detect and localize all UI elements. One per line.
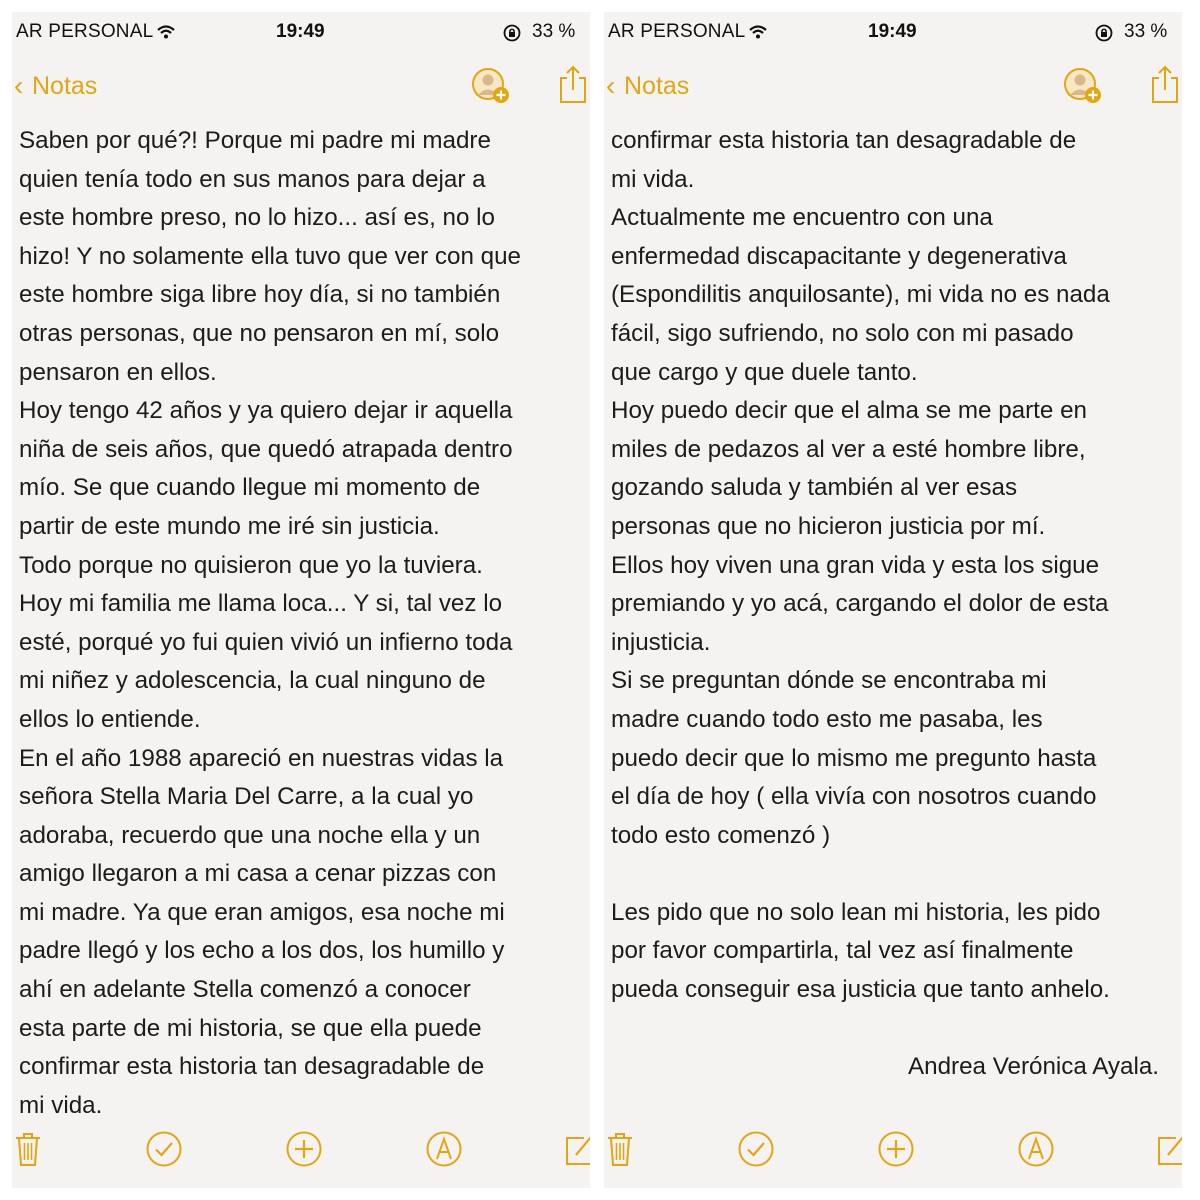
note-line: Actualmente me encuentro con una bbox=[611, 204, 993, 232]
note-line: Andrea Verónica Ayala. bbox=[907, 1053, 1159, 1081]
status-time: 19:49 bbox=[276, 21, 325, 42]
note-line: adoraba, recuerdo que una noche ella y un bbox=[19, 821, 481, 849]
chevron-left-icon[interactable]: ‹ bbox=[606, 70, 616, 101]
note-line: todo esto comenzó ) bbox=[611, 821, 831, 849]
note-line: Si se preguntan dónde se encontraba mi bbox=[611, 667, 1047, 695]
status-bar bbox=[12, 12, 590, 52]
note-line: amigo llegaron a mi casa a cenar pizzas con bbox=[19, 860, 497, 888]
markup-icon[interactable] bbox=[425, 1130, 463, 1173]
note-line bbox=[611, 855, 1177, 894]
status-time: 19:49 bbox=[868, 21, 917, 42]
back-button-notas[interactable]: Notas bbox=[624, 72, 690, 100]
share-icon[interactable] bbox=[558, 64, 588, 109]
note-line: miles de pedazos al ver a esté hombre libre, bbox=[611, 435, 1086, 463]
note-line: ahí en adelante Stella comenzó a conocer bbox=[19, 976, 471, 1004]
note-line: En el año 1988 apareció en nuestras vidas la bbox=[19, 744, 504, 772]
note-line: hizo! Y no solamente ella tuvo que ver con que bbox=[19, 242, 522, 270]
note-line: mi vida. bbox=[611, 165, 695, 193]
chevron-left-icon[interactable]: ‹ bbox=[14, 70, 24, 101]
note-line: confirmar esta historia tan desagradable de bbox=[611, 127, 1077, 154]
note-line: mío. Se que cuando llegue mi momento de bbox=[19, 474, 481, 502]
add-icon[interactable] bbox=[285, 1130, 323, 1173]
add-person-icon[interactable] bbox=[470, 66, 512, 111]
note-line: mi niñez y adolescencia, la cual ninguno de bbox=[19, 667, 486, 695]
trash-icon[interactable] bbox=[606, 1130, 634, 1173]
note-line: padre llegó y los echo a los dos, los humillo y bbox=[19, 937, 505, 965]
note-line: madre cuando todo esto me pasaba, les bbox=[611, 705, 1043, 733]
wifi-icon bbox=[156, 24, 176, 46]
note-line: otras personas, que no pensaron en mí, solo bbox=[19, 319, 500, 347]
wifi-icon bbox=[748, 24, 768, 46]
note-line: el día de hoy ( ella vivía con nosotros cuando bbox=[611, 783, 1097, 811]
orientation-lock-icon bbox=[1094, 23, 1114, 49]
note-line: quien tenía todo en sus manos para dejar a bbox=[19, 165, 486, 193]
note-line: niña de seis años, que quedó atrapada dentro bbox=[19, 435, 513, 463]
note-line: gozando saluda y también al ver esas bbox=[611, 474, 1018, 502]
note-line: Hoy tengo 42 años y ya quiero dejar ir aquella bbox=[19, 397, 513, 425]
bottom-toolbar bbox=[12, 1122, 590, 1182]
bottom-toolbar bbox=[604, 1122, 1182, 1182]
share-icon[interactable] bbox=[1150, 64, 1180, 109]
note-line: personas que no hicieron justicia por mí. bbox=[611, 512, 1046, 540]
note-line: (Espondilitis anquilosante), mi vida no es nada bbox=[611, 281, 1110, 309]
note-line: pensaron en ellos. bbox=[19, 358, 217, 386]
note-line: este hombre preso, no lo hizo... así es, no lo bbox=[19, 204, 495, 232]
trash-icon[interactable] bbox=[14, 1130, 42, 1173]
note-line bbox=[611, 1010, 1177, 1049]
add-icon[interactable] bbox=[877, 1130, 915, 1173]
note-line: Todo porque no quisieron que yo la tuviera. bbox=[19, 551, 483, 579]
note-line: confirmar esta historia tan desagradable de bbox=[19, 1053, 485, 1081]
note-line: por favor compartirla, tal vez así finalmente bbox=[611, 937, 1074, 965]
compose-icon[interactable] bbox=[1156, 1130, 1182, 1173]
note-body[interactable] bbox=[611, 122, 1177, 1087]
note-line: Hoy mi familia me llama loca... Y si, tal vez lo bbox=[19, 590, 503, 618]
add-person-icon[interactable] bbox=[1062, 66, 1104, 111]
checklist-icon[interactable] bbox=[737, 1130, 775, 1173]
note-line: premiando y yo acá, cargando el dolor de esta bbox=[611, 590, 1109, 618]
nav-bar bbox=[604, 62, 1182, 116]
note-line: Ellos hoy viven una gran vida y esta los sigue bbox=[611, 551, 1100, 579]
note-line: Les pido que no solo lean mi historia, les pido bbox=[611, 898, 1101, 926]
notes-screen-right bbox=[604, 12, 1182, 1188]
carrier-name: AR PERSONAL bbox=[608, 21, 746, 42]
checklist-icon[interactable] bbox=[145, 1130, 183, 1173]
note-line: fácil, sigo sufriendo, no solo con mi pasado bbox=[611, 319, 1074, 347]
orientation-lock-icon bbox=[502, 23, 522, 49]
note-line: señora Stella Maria Del Carre, a la cual yo bbox=[19, 783, 474, 811]
note-line: mi vida. bbox=[19, 1091, 103, 1119]
status-bar bbox=[604, 12, 1182, 52]
note-line: injusticia. bbox=[611, 628, 711, 656]
notes-screen-left bbox=[12, 12, 590, 1188]
note-line: partir de este mundo me iré sin justicia. bbox=[19, 512, 440, 540]
note-line: esta parte de mi historia, se que ella puede bbox=[19, 1014, 482, 1042]
battery-percent: 33 % bbox=[1124, 21, 1168, 42]
note-line: Saben por qué?! Porque mi padre mi madre bbox=[19, 127, 491, 154]
carrier-name: AR PERSONAL bbox=[16, 21, 154, 42]
markup-icon[interactable] bbox=[1017, 1130, 1055, 1173]
back-button-notas[interactable]: Notas bbox=[32, 72, 98, 100]
note-line: Hoy puedo decir que el alma se me parte en bbox=[611, 397, 1087, 425]
note-line: pueda conseguir esa justicia que tanto anhelo. bbox=[611, 976, 1110, 1004]
note-line: esté, porqué yo fui quien vivió un infierno toda bbox=[19, 628, 513, 656]
note-line: mi madre. Ya que eran amigos, esa noche mi bbox=[19, 898, 505, 926]
note-body[interactable] bbox=[19, 122, 585, 1125]
nav-bar bbox=[12, 62, 590, 116]
note-line: que cargo y que duele tanto. bbox=[611, 358, 918, 386]
note-line: puedo decir que lo mismo me pregunto hasta bbox=[611, 744, 1097, 772]
note-line: enfermedad discapacitante y degenerativa bbox=[611, 242, 1067, 270]
note-line: ellos lo entiende. bbox=[19, 705, 201, 733]
compose-icon[interactable] bbox=[564, 1130, 590, 1173]
note-line: este hombre siga libre hoy día, si no también bbox=[19, 281, 501, 309]
battery-percent: 33 % bbox=[532, 21, 576, 42]
